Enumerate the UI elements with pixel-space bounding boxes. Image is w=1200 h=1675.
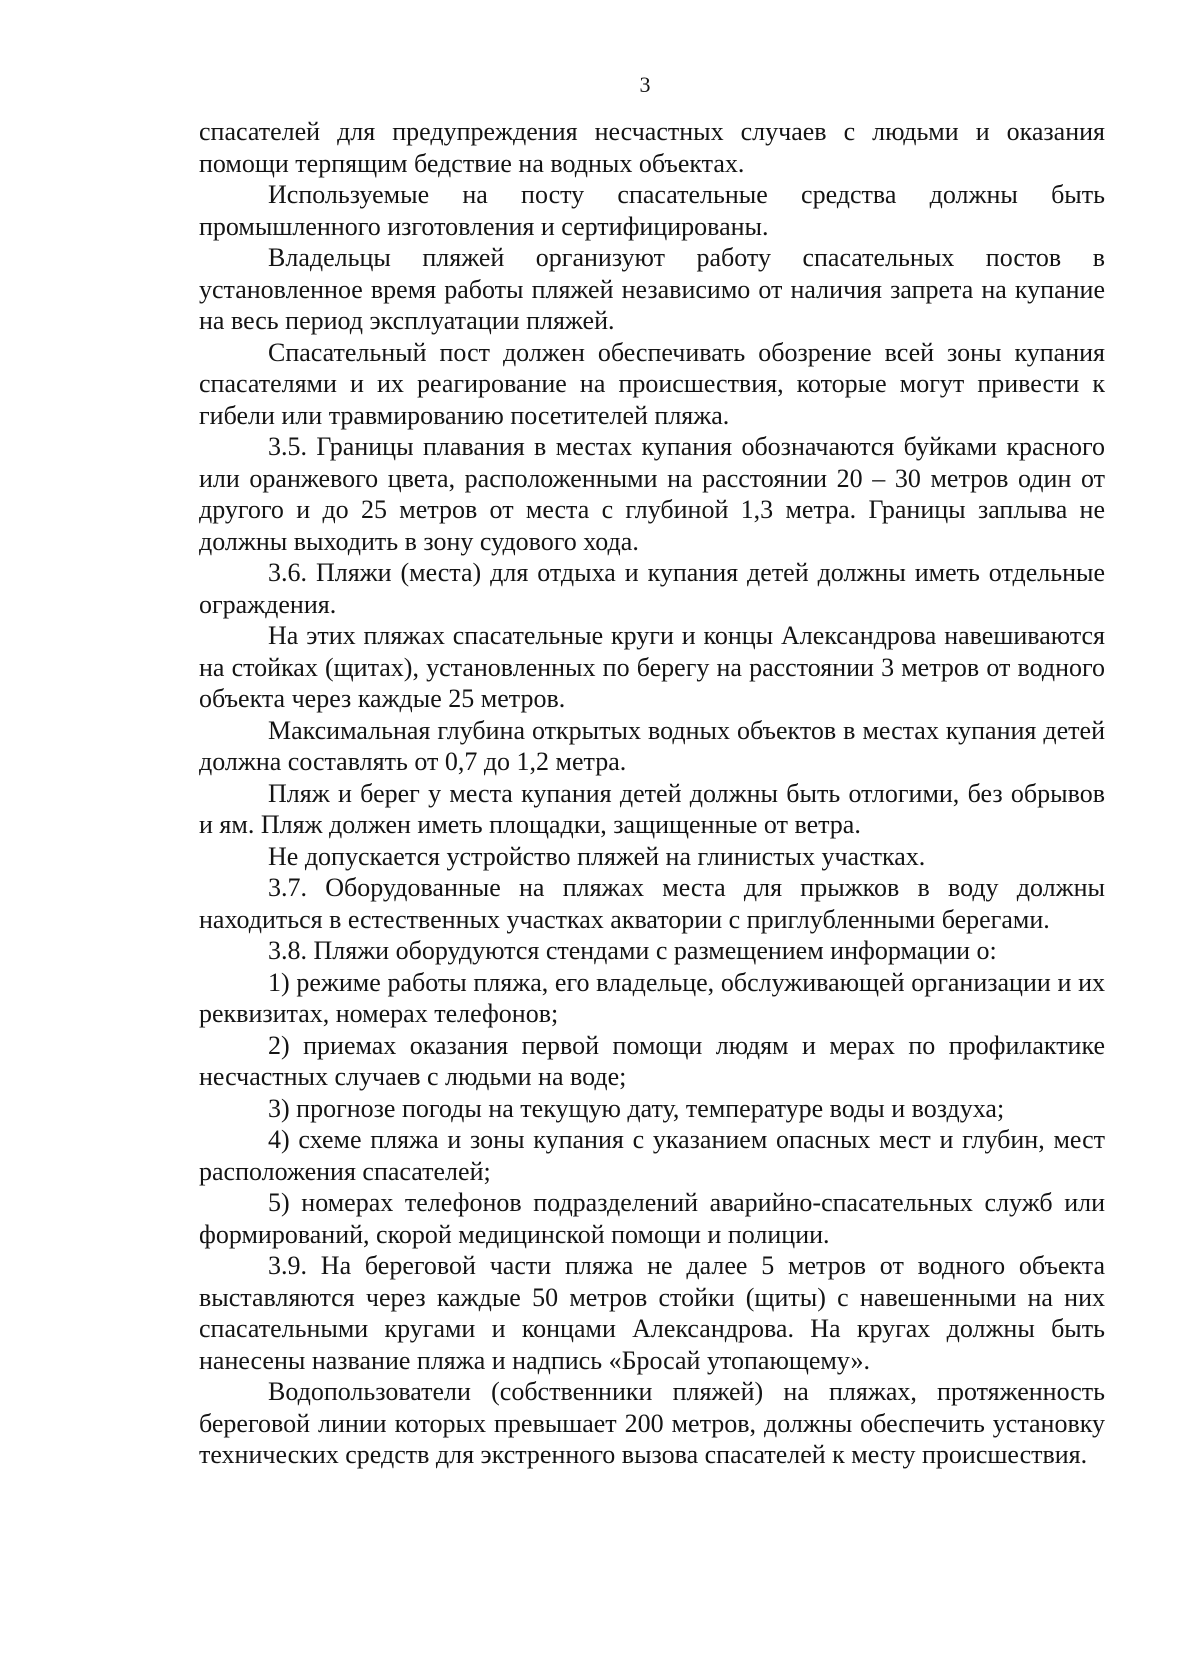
paragraph: Спасательный пост должен обеспечивать обозрение всей зоны купания спасателями и их реагирование на происшествия, которые могут привести к гибели или травмированию посетителей пляжа. (199, 337, 1105, 430)
paragraph: 5) номерах телефонов подразделений аварийно-спасательных служб или формирований, скорой медицинской помощи и полиции. (199, 1188, 1105, 1249)
paragraph: 3) прогнозе погоды на текущую дату, температуре воды и воздуха; (268, 1093, 1005, 1123)
paragraph: 3.7. Оборудованные на пляжах места для прыжков в воду должны находиться в естественных участках акватории с приглубленными берегами. (199, 873, 1105, 934)
paragraph: 1) режиме работы пляжа, его владельце, обслуживающей организации и их реквизитах, номерах телефонов; (199, 967, 1105, 1028)
document-body (199, 116, 1105, 1471)
paragraph: Максимальная глубина открытых водных объектов в местах купания детей должна составлять от 0,7 до 1,2 метра. (199, 715, 1105, 776)
paragraph: 3.6. Пляжи (места) для отдыха и купания детей должны иметь отдельные ограждения. (199, 558, 1105, 619)
paragraph: 3.9. На береговой части пляжа не далее 5 метров от водного объекта выставляются через каждые 50 метров стойки (щиты) с навешенными на них спасательными кругами и концами Александрова. На кругах должны быть нанесены название пляжа и надпись «Бросай утопающему». (199, 1251, 1105, 1375)
paragraph: спасателей для предупреждения несчастных случаев с людьми и оказания помощи терпящим бедствие на водных объектах. (199, 117, 1105, 178)
page-number: 3 (639, 72, 651, 97)
paragraph: Пляж и берег у места купания детей должны быть отлогими, без обрывов и ям. Пляж должен иметь площадки, защищенные от ветра. (199, 778, 1105, 839)
paragraph: 4) схеме пляжа и зоны купания с указанием опасных мест и глубин, мест расположения спасателей; (199, 1125, 1105, 1186)
paragraph: 2) приемах оказания первой помощи людям и мерах по профилактике несчастных случаев с людьми на воде; (199, 1030, 1105, 1091)
paragraph: Используемые на посту спасательные средства должны быть промышленного изготовления и сертифицированы. (199, 180, 1105, 241)
paragraph: Водопользователи (собственники пляжей) на пляжах, протяженность береговой линии которых превышает 200 метров, должны обеспечить установку технических средств для экстренного вызова спасателей к месту происшествия. (199, 1377, 1105, 1469)
paragraph: Владельцы пляжей организуют работу спасательных постов в установленное время работы пляжей независимо от наличия запрета на купание на весь период эксплуатации пляжей. (199, 243, 1105, 335)
paragraph: 3.5. Границы плавания в местах купания обозначаются буйками красного или оранжевого цвета, расположенными на расстоянии 20 – 30 метров один от другого и до 25 метров от места с глубиной 1,3 метра. Границы заплыва не должны выходить в зону судового хода. (199, 432, 1105, 556)
paragraph: Не допускается устройство пляжей на глинистых участках. (268, 841, 926, 871)
paragraph: 3.8. Пляжи оборудуются стендами с размещением информации о: (268, 936, 997, 965)
paragraph: На этих пляжах спасательные круги и концы Александрова навешиваются на стойках (щитах), установленных по берегу на расстоянии 3 метров от водного объекта через каждые 25 метров. (199, 621, 1105, 713)
